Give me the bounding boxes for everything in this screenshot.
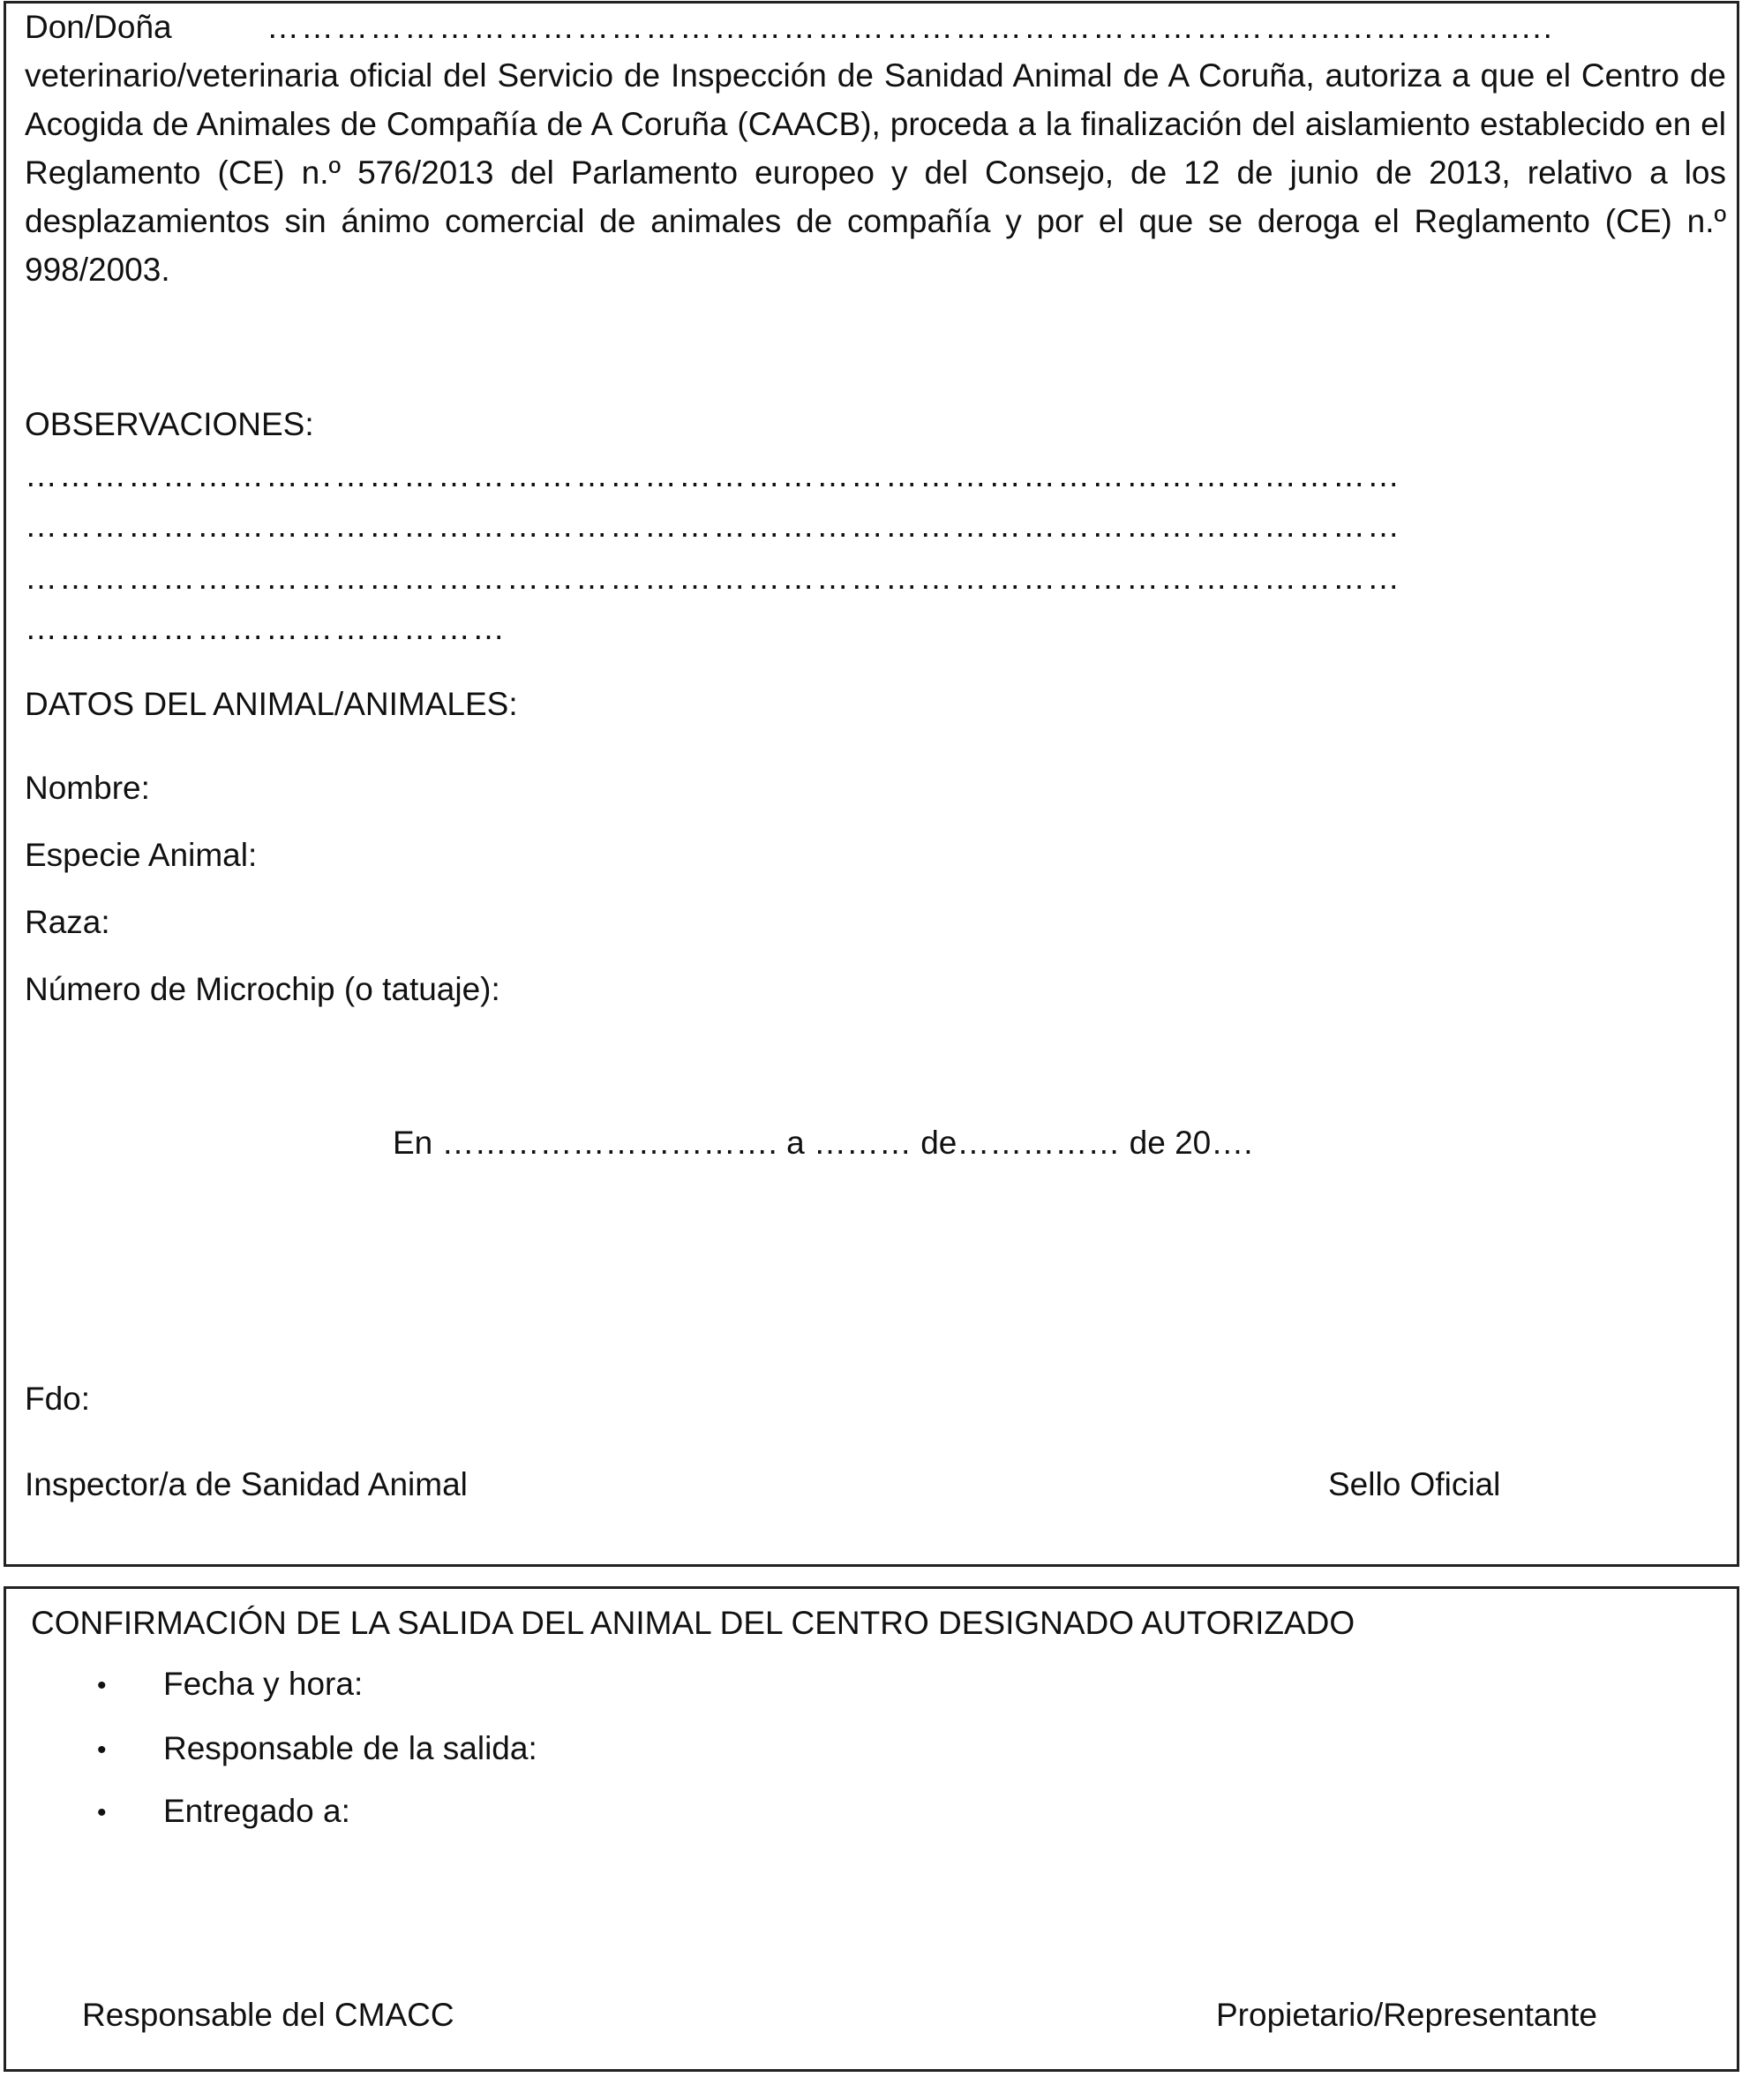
- signature-fdo-label: Fdo:: [25, 1381, 91, 1417]
- animal-breed-field: Raza:: [25, 904, 110, 940]
- animal-name-field: Nombre:: [25, 770, 150, 806]
- official-stamp-label: Sello Oficial: [1328, 1466, 1501, 1502]
- exit-responsible-field: Responsable de la salida:: [163, 1730, 537, 1766]
- don-dona-label: Don/Doña: [25, 9, 172, 45]
- animal-data-title: DATOS DEL ANIMAL/ANIMALES:: [25, 686, 518, 722]
- bullet-icon: •: [97, 1735, 107, 1765]
- owner-representative-signature: Propietario/Representante: [1216, 1997, 1597, 2033]
- delivered-to-field: Entregado a:: [163, 1793, 350, 1829]
- place-date-line[interactable]: En …………………………. a ……… de…………… de 20….: [393, 1125, 1253, 1161]
- bullet-icon: •: [97, 1798, 107, 1827]
- observaciones-line[interactable]: …………………………………………………………………………………………………………: [25, 560, 1401, 596]
- cmacc-responsible-signature: Responsable del CMACC: [82, 1997, 454, 2033]
- observaciones-label: OBSERVACIONES:: [25, 406, 314, 442]
- animal-microchip-field: Número de Microchip (o tatuaje):: [25, 971, 500, 1007]
- exit-datetime-field: Fecha y hora:: [163, 1666, 364, 1702]
- authorization-paragraph: veterinario/veterinaria oficial del Servicio de Inspección de Sanidad Animal de A Coruña, autoriza a que el Centro de Acogida de Animales de Compañía de A Coruña (CAACB), proceda a la finalización del aislamiento establecido en el Reglamento (CE) n.º 576/2013 del Parlamento europeo y del Consejo, de 12 de junio de 2013, relativo a los desplazamientos sin ánimo comercial de animales de compañía y por el que se deroga el Reglamento (CE) n.º 998/2003.: [25, 57, 1726, 288]
- observaciones-line[interactable]: …………………………………………………………………………………………………………: [25, 457, 1401, 493]
- observaciones-line[interactable]: ……………………………………: [25, 610, 507, 646]
- bullet-icon: •: [97, 1671, 107, 1700]
- animal-species-field: Especie Animal:: [25, 837, 258, 873]
- observaciones-line[interactable]: …………………………………………………………………………………………………………: [25, 508, 1401, 544]
- inspector-label: Inspector/a de Sanidad Animal: [25, 1466, 468, 1502]
- confirmation-title: CONFIRMACIÓN DE LA SALIDA DEL ANIMAL DEL CENTRO DESIGNADO AUTORIZADO: [31, 1605, 1355, 1641]
- don-dona-name-field[interactable]: ……………………………………………………………………………….......……….......: [267, 9, 1554, 45]
